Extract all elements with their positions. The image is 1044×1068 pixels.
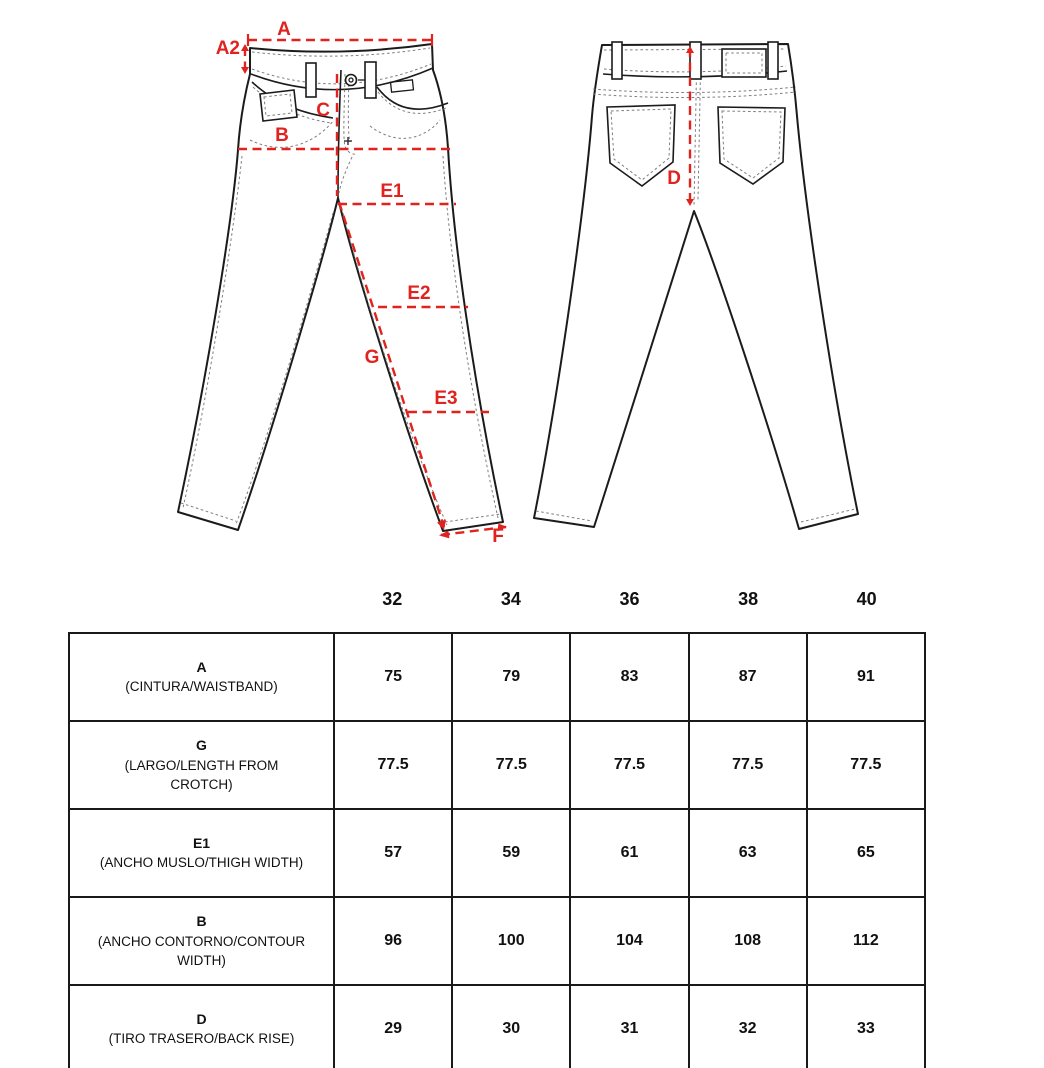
belt-loop [612,42,622,79]
size-value-cell: 79 [452,633,570,721]
row-header-cell [69,633,334,721]
measure-description: (TIRO TRASERO/BACK RISE) [108,1031,295,1047]
measure-label-A2: A2 [215,38,240,59]
size-value-cell: 33 [807,985,925,1068]
size-value-cell: 96 [334,897,452,985]
measure-label-D: D [667,168,681,189]
size-value-cell: 77.5 [334,721,452,809]
measure-description: (CINTURA/WAISTBAND) [125,679,278,695]
size-chart-table [68,632,926,1068]
size-value-cell: 65 [807,809,925,897]
table-row-E1 [69,809,925,897]
front-jean-drawing [178,44,503,531]
size-value-cell: 108 [689,897,807,985]
measure-label-B: B [275,125,289,146]
back-jean-drawing [534,42,858,529]
measure-label-A: A [277,19,291,40]
size-value-cell: 32 [689,985,807,1068]
size-value-cell: 112 [807,897,925,985]
measure-code: E1 [192,835,211,852]
belt-loop [365,62,376,98]
size-value-cell: 31 [570,985,688,1068]
size-value-cell: 75 [334,633,452,721]
size-value-cell: 104 [570,897,688,985]
size-value-cell: 77.5 [689,721,807,809]
size-value-cell: 61 [570,809,688,897]
row-header-cell [69,985,334,1068]
jeans-button [346,75,357,86]
size-value-cell: 29 [334,985,452,1068]
belt-loop [306,63,316,97]
table-row-D [69,985,925,1068]
back-jean-silhouette [534,44,858,529]
measure-label-C: C [316,100,330,121]
measure-label-F: F [492,526,504,547]
table-row-A [69,633,925,721]
measure-description: (ANCHO MUSLO/THIGH WIDTH) [99,855,304,871]
size-value-cell: 77.5 [570,721,688,809]
row-header-cell [69,897,334,985]
row-header-cell [69,809,334,897]
size-column-header: 38 [738,589,759,609]
measure-label-G: G [364,347,380,368]
size-value-cell: 100 [452,897,570,985]
measure-description: (LARGO/LENGTH FROM CROTCH) [124,757,279,793]
measure-label-E1: E1 [380,181,404,202]
size-value-cell: 83 [570,633,688,721]
measure-code: G [196,737,207,754]
size-column-header: 32 [382,589,403,609]
size-value-cell: 57 [334,809,452,897]
size-header-row [333,584,926,614]
size-column-header: 40 [856,589,877,609]
belt-loop [768,42,778,79]
measure-code: A [196,659,207,676]
row-header-cell [69,721,334,809]
size-column-header: 34 [500,589,521,609]
table-row-G [69,721,925,809]
size-value-cell: 87 [689,633,807,721]
size-value-cell: 91 [807,633,925,721]
size-value-cell: 77.5 [452,721,570,809]
size-value-cell: 59 [452,809,570,897]
measure-code: B [196,913,207,930]
size-value-cell: 30 [452,985,570,1068]
belt-loop [690,42,701,79]
front-jean-silhouette [178,44,503,531]
size-column-header: 36 [619,589,640,609]
size-value-cell: 77.5 [807,721,925,809]
table-row-B [69,897,925,985]
measure-description: (ANCHO CONTORNO/CONTOUR WIDTH) [97,933,306,969]
measure-label-E2: E2 [407,283,431,304]
size-value-cell: 63 [689,809,807,897]
measure-label-E3: E3 [434,388,458,409]
measure-code: D [196,1011,207,1028]
